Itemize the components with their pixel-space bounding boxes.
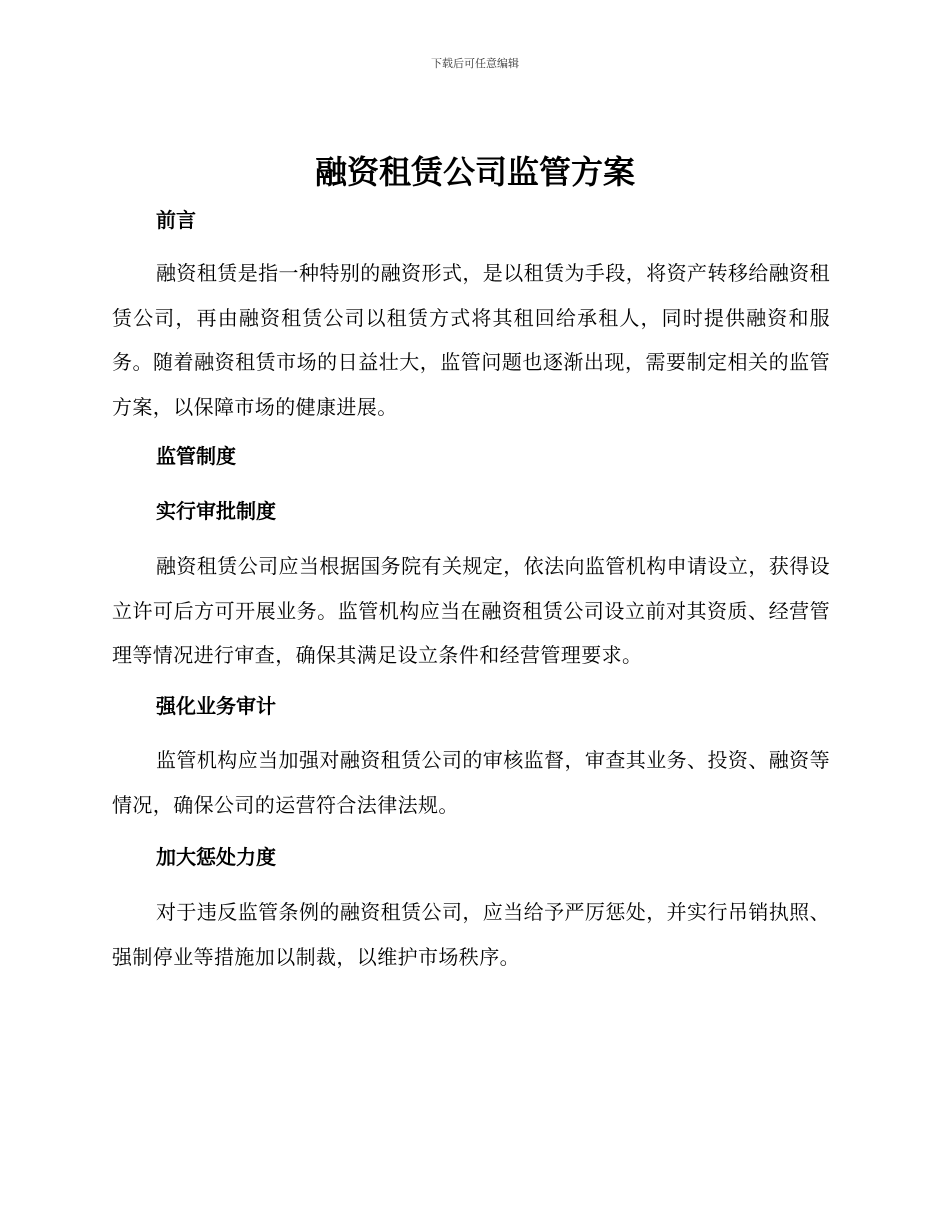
- section-heading-business-audit: 强化业务审计: [156, 694, 276, 718]
- section-heading-preface: 前言: [156, 208, 196, 232]
- paragraph-penalty: 对于违反监管条例的融资租赁公司，应当给予严厉惩处，并实行吊销执照、强制停业等措施加以制裁，以维护市场秩序。: [112, 900, 830, 969]
- paragraph-business-audit: 监管机构应当加强对融资租赁公司的审核监督，审查其业务、投资、融资等情况，确保公司的运营符合法律法规。: [112, 748, 830, 817]
- paragraph-preface: 融资租赁是指一种特别的融资形式，是以租赁为手段，将资产转移给融资租赁公司，再由融资租赁公司以租赁方式将其租回给承租人，同时提供融资和服务。随着融资租赁市场的日益壮大，监管问题也逐渐出现，需要制定相关的监管方案，以保障市场的健康进展。: [112, 261, 830, 419]
- paragraph-approval-system: 融资租赁公司应当根据国务院有关规定，依法向监管机构申请设立，获得设立许可后方可开展业务。监管机构应当在融资租赁公司设立前对其资质、经营管理等情况进行审查，确保其满足设立条件和经营管理要求。: [112, 554, 830, 667]
- header-note: 下载后可任意编辑: [431, 57, 519, 70]
- document-title: 融资租赁公司监管方案: [314, 153, 635, 191]
- section-heading-regulatory-system: 监管制度: [156, 444, 236, 468]
- section-heading-approval-system: 实行审批制度: [156, 499, 276, 523]
- section-heading-penalty: 加大惩处力度: [156, 845, 276, 869]
